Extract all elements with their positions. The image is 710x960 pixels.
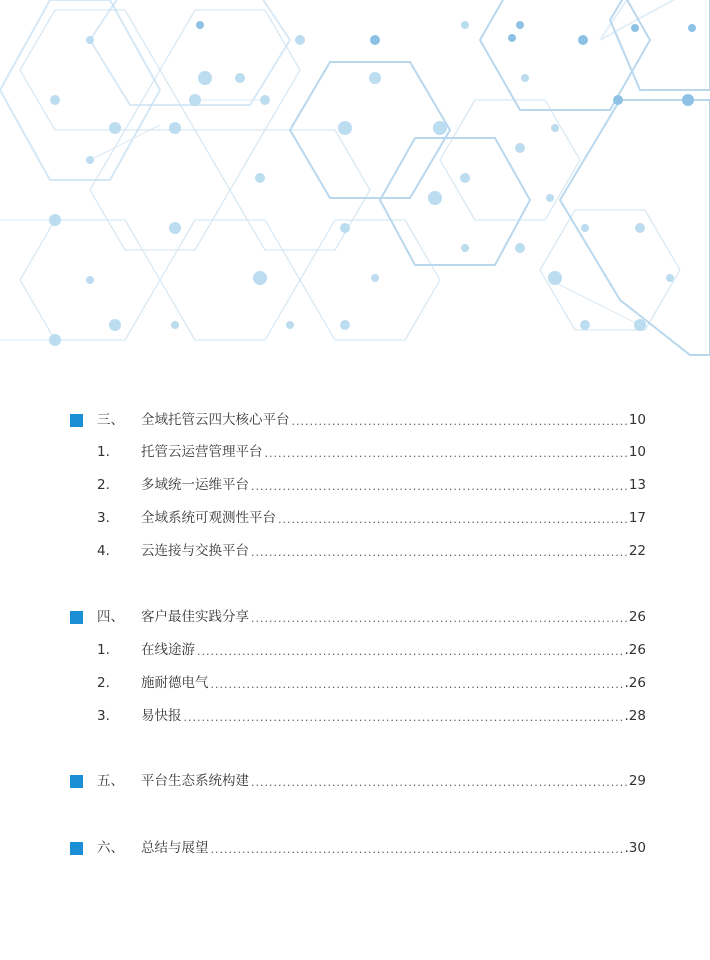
toc-subsection-row[interactable] [70, 672, 646, 694]
subsection-title: 易快报 [141, 708, 182, 724]
toc-section-row[interactable] [70, 606, 646, 628]
toc-section-row[interactable] [70, 409, 646, 431]
indent-spacer [70, 644, 83, 657]
dot-leader [211, 837, 623, 859]
indent-spacer [70, 446, 83, 459]
section-title: 客户最佳实践分享 [141, 609, 249, 625]
subsection-number: 1. [97, 642, 110, 658]
subsection-title: 施耐德电气 [141, 675, 209, 691]
toc-subsection-row[interactable] [70, 639, 646, 661]
page-number: .26 [624, 675, 646, 691]
indent-spacer [70, 512, 83, 525]
section-marker-icon [70, 842, 83, 855]
dot-leader [251, 606, 627, 628]
section-title: 全域托管云四大核心平台 [141, 412, 290, 428]
page-number: 22 [628, 543, 646, 559]
subsection-number: 3. [97, 708, 110, 724]
toc-subsection-row[interactable] [70, 474, 646, 496]
subsection-title: 云连接与交换平台 [141, 543, 249, 559]
section-marker-icon [70, 611, 83, 624]
toc-subsection-row[interactable] [70, 507, 646, 529]
page-number: 10 [628, 412, 646, 428]
subsection-number: 2. [97, 477, 110, 493]
page-number: 17 [628, 510, 646, 526]
section-number: 四、 [97, 609, 124, 625]
section-number: 三、 [97, 412, 124, 428]
indent-spacer [70, 545, 83, 558]
indent-spacer [70, 479, 83, 492]
page-number: .26 [624, 642, 646, 658]
subsection-number: 3. [97, 510, 110, 526]
subsection-title: 在线途游 [141, 642, 195, 658]
toc-subsection-row[interactable] [70, 441, 646, 463]
page-number: 29 [628, 773, 646, 789]
section-title: 平台生态系统构建 [141, 773, 249, 789]
subsection-number: 2. [97, 675, 110, 691]
section-title: 总结与展望 [141, 840, 209, 856]
section-number: 六、 [97, 840, 124, 856]
page-number: 26 [628, 609, 646, 625]
indent-spacer [70, 677, 83, 690]
section-number: 五、 [97, 773, 124, 789]
page-number: .28 [624, 708, 646, 724]
subsection-title: 托管云运营管理平台 [141, 444, 263, 460]
dot-leader [251, 540, 627, 562]
section-marker-icon [70, 414, 83, 427]
dot-leader [265, 441, 627, 463]
subsection-title: 多域统一运维平台 [141, 477, 249, 493]
section-marker-icon [70, 775, 83, 788]
toc-section-row[interactable] [70, 837, 646, 859]
subsection-number: 1. [97, 444, 110, 460]
dot-leader [251, 474, 627, 496]
dot-leader [278, 507, 627, 529]
dot-leader [292, 409, 627, 431]
subsection-number: 4. [97, 543, 110, 559]
toc-section-row[interactable] [70, 770, 646, 792]
dot-leader [251, 770, 627, 792]
page-number: 13 [628, 477, 646, 493]
dot-leader [211, 672, 623, 694]
dot-leader [184, 705, 623, 727]
page-number: 10 [628, 444, 646, 460]
toc-subsection-row[interactable] [70, 540, 646, 562]
page-number: .30 [624, 840, 646, 856]
toc-subsection-row[interactable] [70, 705, 646, 727]
subsection-title: 全域系统可观测性平台 [141, 510, 276, 526]
indent-spacer [70, 710, 83, 723]
dot-leader [197, 639, 623, 661]
